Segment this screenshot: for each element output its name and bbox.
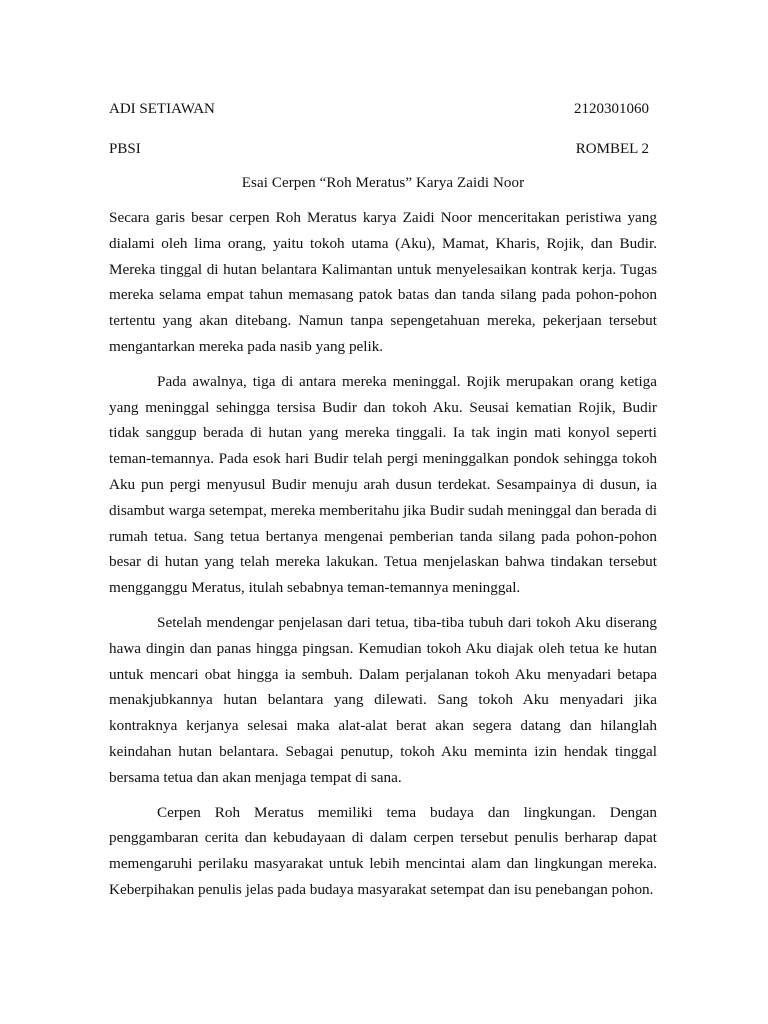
author-name: ADI SETIAWAN xyxy=(109,101,215,117)
document-page xyxy=(109,99,657,912)
student-id: 2120301060 xyxy=(574,101,649,117)
essay-title: Esai Cerpen “Roh Meratus” Karya Zaidi Noor xyxy=(241,175,525,191)
paragraph-3: Setelah mendengar penjelasan dari tetua, tiba-tiba tubuh dari tokoh Aku diserang hawa dingin dan panas hingga pingsan. Kemudian tokoh Aku diajak oleh tetua ke hutan untuk mencari obat hingga ia sembuh. Dalam perjalanan tokoh Aku menyadari betapa menakjubkannya hutan belantara yang dilewati. Sang tokoh Aku menyadari jika kontraknya kerjanya selesai maka alat-alat berat akan segera datang dan hilanglah keindahan hutan belantara. Sebagai penutup, tokoh Aku meminta izin hendak tinggal bersama tetua dan akan menjaga tempat di sana. xyxy=(109,613,657,786)
paragraph-4: Cerpen Roh Meratus memiliki tema budaya dan lingkungan. Dengan penggambaran cerita dan kebudayaan di dalam cerpen tersebut penulis berharap dapat memengaruhi perilaku masyarakat untuk lebih mencintai alam dan lingkungan mereka. Keberpihakan penulis jelas pada budaya masyarakat setempat dan isu penebangan pohon. xyxy=(109,803,657,898)
study-program: PBSI xyxy=(109,141,141,157)
class-group: ROMBEL 2 xyxy=(575,141,649,157)
paragraph-2: Pada awalnya, tiga di antara mereka meninggal. Rojik merupakan orang ketiga yang meninggal sehingga tersisa Budir dan tokoh Aku. Seusai kematian Rojik, Budir tidak sanggup berada di hutan yang mereka tinggali. Ia tak ingin mati konyol seperti teman-temannya. Pada esok hari Budir telah pergi meninggalkan pondok sehingga tokoh Aku pun pergi menyusul Budir menuju arah dusun terdekat. Sesampainya di dusun, ia disambut warga setempat, mereka memberitahu jika Budir sudah meninggal dan berada di rumah tetua. Sang tetua bertanya mengenai pemberian tanda silang pada pohon-pohon besar di hutan yang telah mereka lakukan. Tetua menjelaskan bahwa tindakan tersebut mengganggu Meratus, itulah sebabnya teman-temannya meninggal. xyxy=(109,372,657,597)
header-row-identity xyxy=(109,99,657,119)
paragraph-1: Secara garis besar cerpen Roh Meratus karya Zaidi Noor menceritakan peristiwa yang dialami oleh lima orang, yaitu tokoh utama (Aku), Mamat, Kharis, Rojik, dan Budir. Mereka tinggal di hutan belantara Kalimantan untuk menyelesaikan kontrak kerja. Tugas mereka selama empat tahun memasang patok batas dan tanda silang pada pohon-pohon tertentu yang akan ditebang. Namun tanpa sepengetahuan mereka, pekerjaan tersebut mengantarkan mereka pada nasib yang pelik. xyxy=(109,209,657,355)
header-row-program xyxy=(109,139,657,159)
